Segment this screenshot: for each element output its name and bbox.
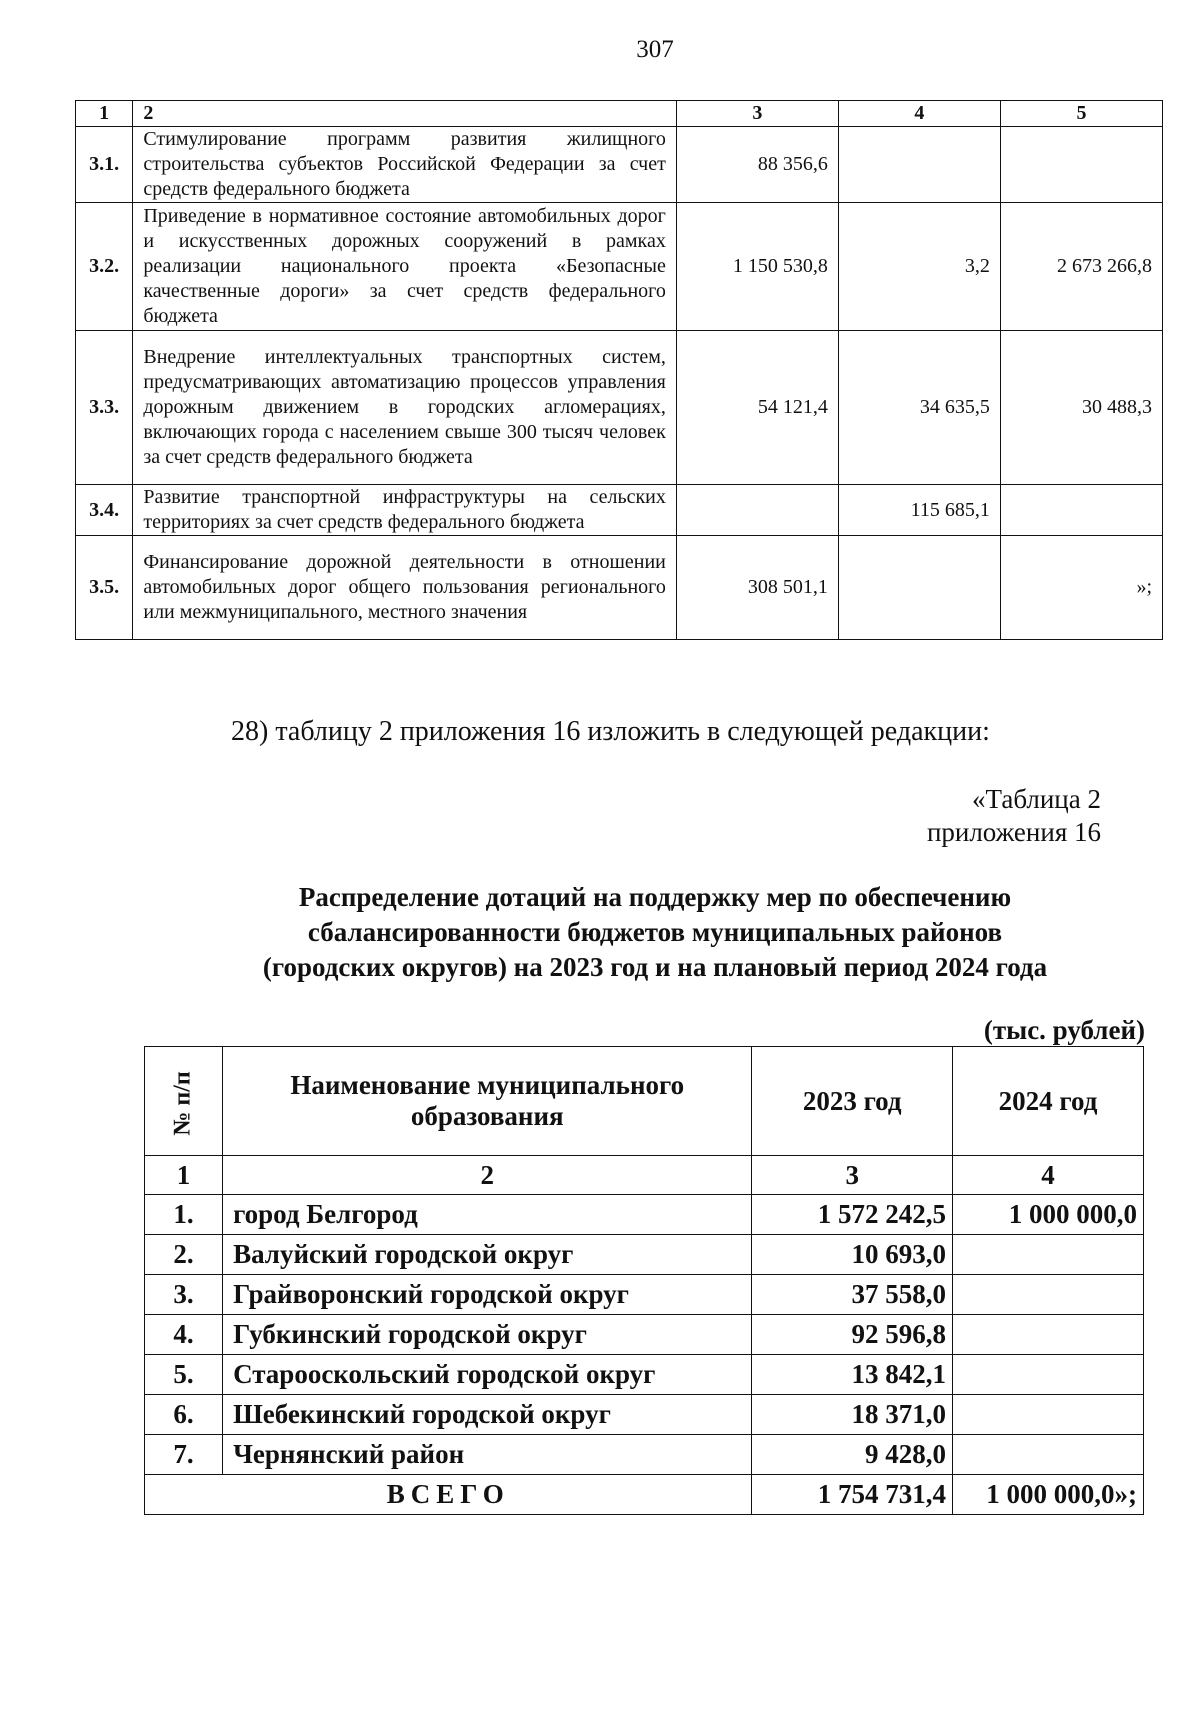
column-header: 5: [1000, 101, 1162, 127]
row-number: 3.1.: [76, 127, 133, 203]
units-label: (тыс. рублей): [983, 1015, 1145, 1045]
table-row: [145, 1315, 1144, 1355]
value-col3: 308 501,1: [676, 536, 838, 640]
row-number: 3.: [145, 1275, 223, 1315]
value-col5: 2 673 266,8: [1000, 203, 1162, 331]
column-header: 2: [133, 101, 677, 127]
column-index: 1: [145, 1156, 223, 1195]
table-row: [76, 485, 1163, 536]
value-2024: [953, 1275, 1144, 1315]
value-col3: 88 356,6: [676, 127, 838, 203]
subsidy-distribution-table: [144, 1046, 1144, 1515]
table-header-row: [145, 1047, 1144, 1156]
value-col3: [676, 485, 838, 536]
municipality-name: Старооскольский городской округ: [223, 1355, 752, 1395]
table-row: [145, 1395, 1144, 1435]
title-line: (городских округов) на 2023 год и на плановый период 2024 года: [262, 952, 1048, 982]
value-col3: 54 121,4: [676, 331, 838, 485]
column-header-2023: 2023 год: [752, 1047, 953, 1156]
municipality-name: город Белгород: [223, 1195, 752, 1235]
row-number: 6.: [145, 1395, 223, 1435]
table-row: [76, 127, 1163, 203]
row-description: Развитие транспортной инфраструктуры на сельских территориях за счет средств федерального бюджета: [133, 485, 677, 536]
value-2023: 1 572 242,5: [752, 1195, 953, 1235]
row-number: 3.4.: [76, 485, 133, 536]
column-index: 2: [223, 1156, 752, 1195]
title-line: сбалансированности бюджетов муниципальных районов: [307, 917, 1003, 947]
row-number: 7.: [145, 1435, 223, 1475]
municipality-name: Губкинский городской округ: [223, 1315, 752, 1355]
column-header: 1: [76, 101, 133, 127]
value-2023: 37 558,0: [752, 1275, 953, 1315]
value-2023: 18 371,0: [752, 1395, 953, 1435]
row-number: 4.: [145, 1315, 223, 1355]
value-2024: [953, 1355, 1144, 1395]
column-header: 4: [838, 101, 1000, 127]
value-col4: [838, 536, 1000, 640]
value-2023: 10 693,0: [752, 1235, 953, 1275]
row-number: 3.3.: [76, 331, 133, 485]
column-header-name: Наименование муниципального образования: [223, 1047, 752, 1156]
document-title: [180, 880, 1130, 985]
header-number-text: № п/п: [170, 1070, 197, 1136]
column-index-row: [145, 1156, 1144, 1195]
total-label: ВСЕГО: [145, 1475, 752, 1515]
table-row: [145, 1195, 1144, 1235]
value-2024: [953, 1315, 1144, 1355]
caption-line: приложения 16: [926, 817, 1101, 847]
value-2024: [953, 1235, 1144, 1275]
row-number: 3.5.: [76, 536, 133, 640]
caption-line: «Таблица 2: [972, 784, 1101, 814]
total-2023: 1 754 731,4: [752, 1475, 953, 1515]
row-number: 3.2.: [76, 203, 133, 331]
table-row: [145, 1435, 1144, 1475]
row-number: 1.: [145, 1195, 223, 1235]
value-col4: [838, 127, 1000, 203]
column-header-number: [145, 1047, 223, 1156]
municipality-name: Грайворонский городской округ: [223, 1275, 752, 1315]
budget-table-section-3: [75, 100, 1163, 640]
table-caption: [927, 783, 1101, 849]
value-2023: 92 596,8: [752, 1315, 953, 1355]
value-2024: 1 000 000,0: [953, 1195, 1144, 1235]
value-2023: 13 842,1: [752, 1355, 953, 1395]
municipality-name: Чернянский район: [223, 1435, 752, 1475]
column-header: 3: [676, 101, 838, 127]
title-line: Распределение дотаций на поддержку мер по обеспечению: [298, 882, 1012, 912]
row-description: Приведение в нормативное состояние автомобильных дорог и искусственных дорожных сооружений в рамках реализации национального проекта «Безопасные качественные дороги» за счет средств федерального бюджета: [133, 203, 677, 331]
table-row: [76, 331, 1163, 485]
value-col3: 1 150 530,8: [676, 203, 838, 331]
value-col5: [1000, 127, 1162, 203]
municipality-name: Шебекинский городской округ: [223, 1395, 752, 1435]
table-row: [76, 203, 1163, 331]
value-col4: 34 635,5: [838, 331, 1000, 485]
municipality-name: Валуйский городской округ: [223, 1235, 752, 1275]
column-index: 3: [752, 1156, 953, 1195]
table-row: [145, 1235, 1144, 1275]
column-index: 4: [953, 1156, 1144, 1195]
total-2024: 1 000 000,0»;: [953, 1475, 1144, 1515]
table-row: [145, 1275, 1144, 1315]
table-row: [145, 1355, 1144, 1395]
table-header-row: [76, 101, 1163, 127]
row-number: 5.: [145, 1355, 223, 1395]
value-col5: [1000, 485, 1162, 536]
value-col5: »;: [1000, 536, 1162, 640]
value-col4: 3,2: [838, 203, 1000, 331]
value-2024: [953, 1435, 1144, 1475]
page-number: 307: [636, 36, 674, 63]
amendment-instruction: 28) таблицу 2 приложения 16 изложить в следующей редакции:: [231, 716, 990, 747]
table-row: [76, 536, 1163, 640]
value-2024: [953, 1395, 1144, 1435]
column-header-2024: 2024 год: [953, 1047, 1144, 1156]
value-col5: 30 488,3: [1000, 331, 1162, 485]
row-description: Внедрение интеллектуальных транспортных систем, предусматривающих автоматизацию процессов управления дорожным движением в городских агломерациях, включающих города с населением свыше 300 тысяч человек за счет средств федерального бюджета: [133, 331, 677, 485]
row-description: Стимулирование программ развития жилищного строительства субъектов Российской Федерации за счет средств федерального бюджета: [133, 127, 677, 203]
row-number: 2.: [145, 1235, 223, 1275]
row-description: Финансирование дорожной деятельности в отношении автомобильных дорог общего пользования регионального или межмуниципального, местного значения: [133, 536, 677, 640]
value-col4: 115 685,1: [838, 485, 1000, 536]
value-2023: 9 428,0: [752, 1435, 953, 1475]
total-row: [145, 1475, 1144, 1515]
